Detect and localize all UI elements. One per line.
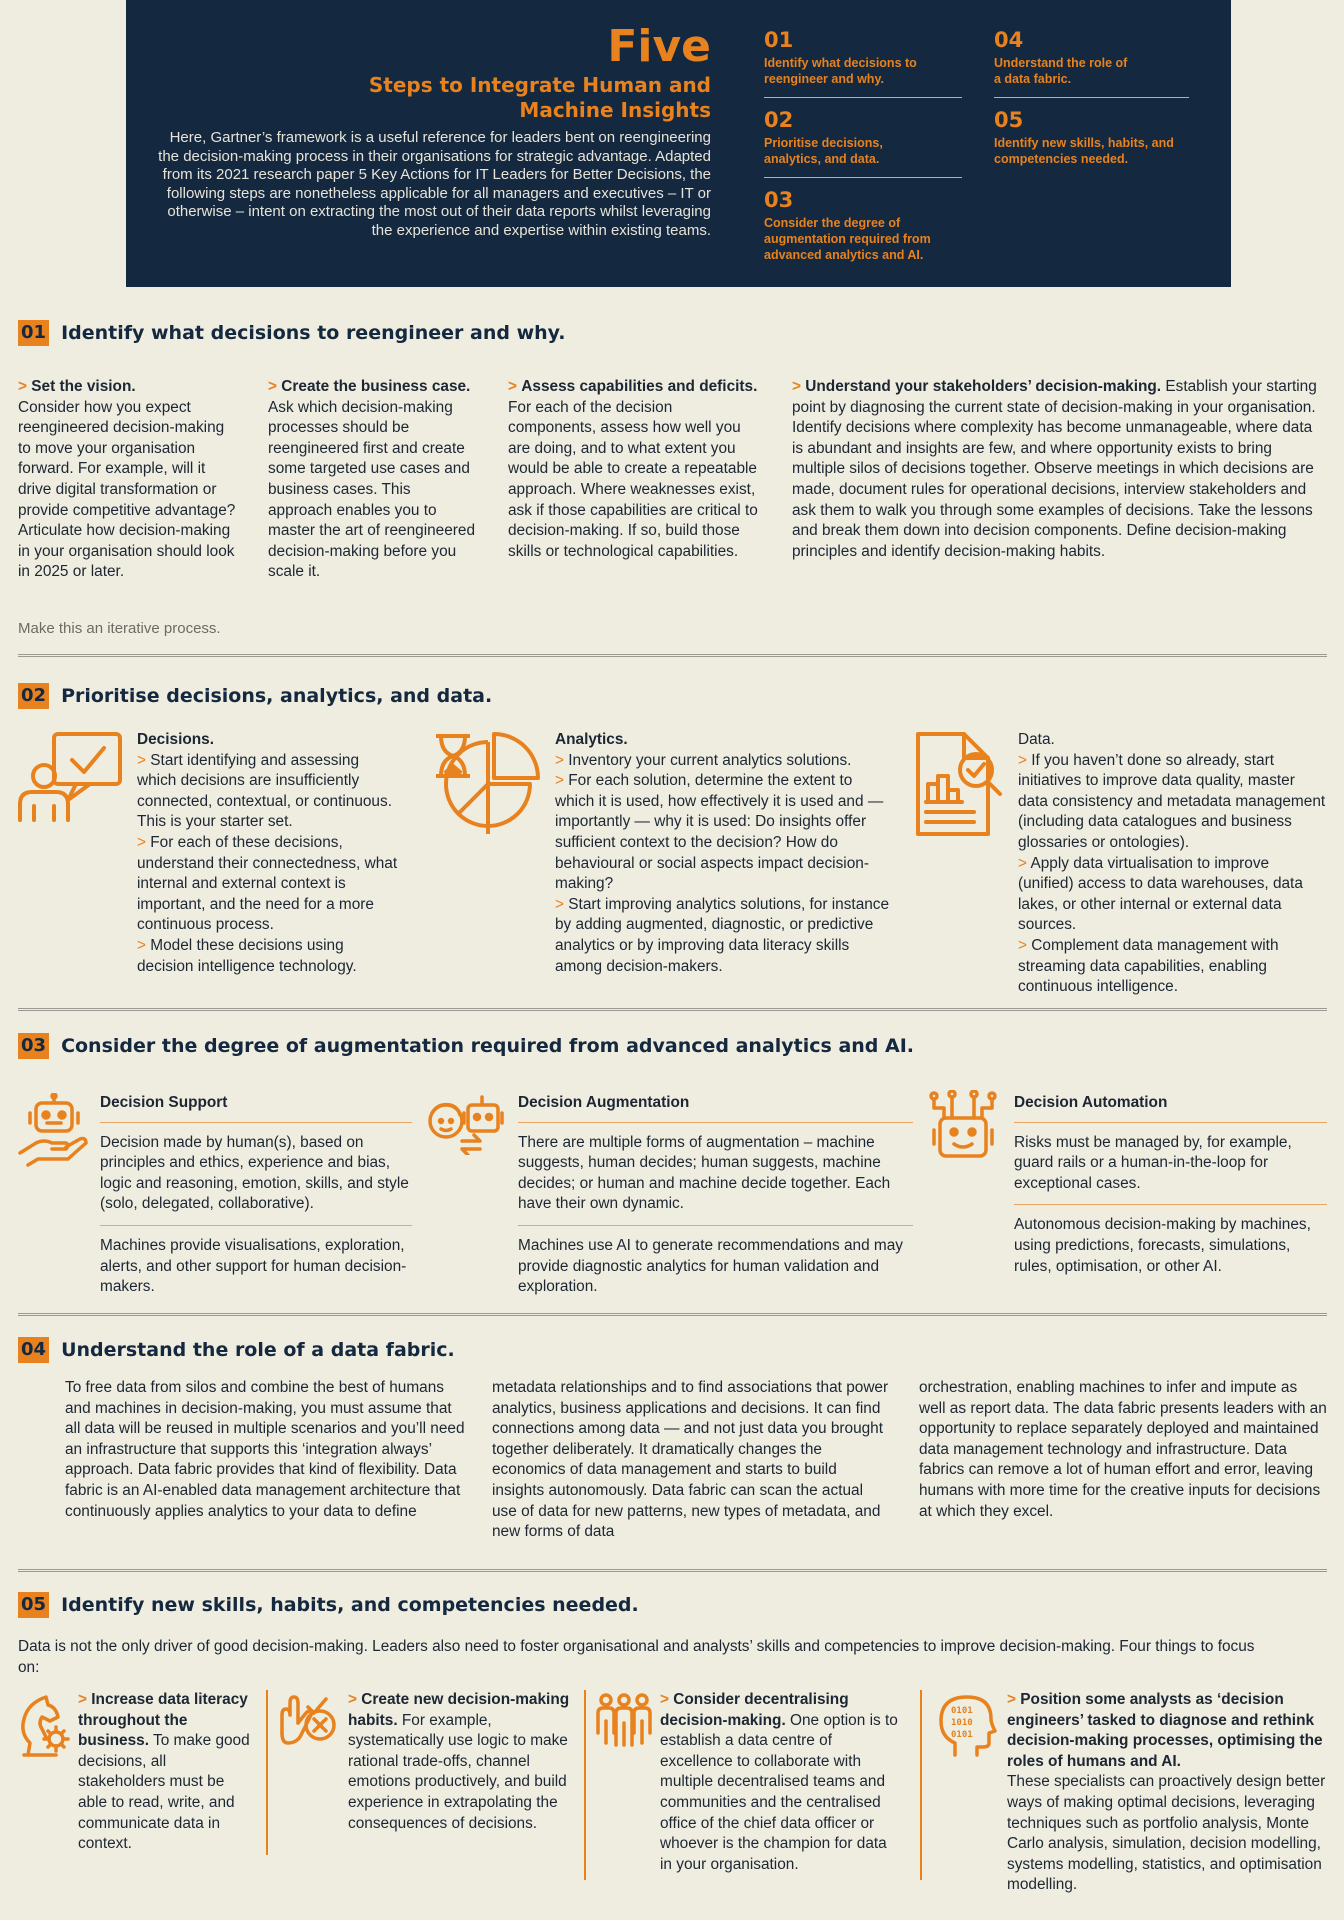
svg-text:1010: 1010 [951, 1718, 973, 1728]
s3-auto-head: Decision Automation [1014, 1093, 1327, 1123]
section-heading: Prioritise decisions, analytics, and data. [61, 685, 493, 707]
head-binary-icon [935, 1693, 997, 1759]
header-step-text: Consider the degree of augmentation required from advanced analytics and AI. [764, 216, 931, 262]
s2-analytics-bullet: Start improving analytics solutions, for instance by adding augmented, diagnostic, or predictive analytics or by improving data literacy skills among decision-makers. [555, 895, 890, 975]
document-chart-magnifier-icon [914, 730, 1004, 840]
s1-set-vision-head: Set the vision. [31, 378, 136, 395]
divider [518, 1225, 913, 1226]
s1-business-case-body: Ask which decision-making processes should be reengineered first and create some targeted use cases and business cases. This approach enables you to master the art of reengineered decision-making before you scale it. [268, 398, 476, 581]
s1-assess-head: Assess capabilities and deficits. [521, 378, 758, 395]
s3-decision-augmentation [518, 1093, 913, 1298]
header-step-text: Identify new skills, habits, and competencies needed. [994, 136, 1174, 166]
section-number-badge: 03 [18, 1033, 49, 1059]
hourglass-pie-chart-icon [432, 730, 547, 840]
robot-hand-icon [18, 1093, 90, 1169]
person-checkmark-chat-icon [16, 730, 126, 825]
header-step-text: Identify what decisions to reengineer and why. [764, 56, 917, 86]
header-step-04 [994, 28, 1189, 98]
column-separator [920, 1690, 922, 1880]
s2-data-bullet: If you haven’t done so already, start initiatives to improve data quality, master data consistency and metadata management (including data catalogues and business glossaries or ontologies). [1018, 751, 1326, 851]
s5-data-literacy: > Increase data literacy throughout the business. To make good decisions, all stakeholders must be able to read, write, and communicate data in context. [78, 1691, 250, 1853]
s1-stakeholders-body: Establish your starting point by diagnosing the current state of decision-making in your organisation. Identify decisions where complexity has become unmanageable, where data is abundant and insights are few, and where opportunity exists to bring multiple silos of decisions together. Observe meetings in which decisions are made, document rules for operational decisions, interview stakeholders and ask them to walk you through some examples of decisions. Take the lessons and break them down into decision components. Define decision-making principles and identify decision-making habits. [792, 378, 1317, 560]
s2-analytics-bullet: Inventory your current analytics solutions. [568, 751, 852, 769]
human-robot-icon [424, 1093, 508, 1155]
divider [100, 1225, 412, 1226]
section-heading: Identify new skills, habits, and competencies needed. [61, 1594, 639, 1616]
s5-c2-body: For example, systematically use logic to make rational trade-offs, channel emotions productively, and build experience in extrapolating the consequences of decisions. [348, 1711, 568, 1832]
s2-data: Data. > If you haven’t done so already, start initiatives to improve data quality, master data consistency and metadata management (including data catalogues and business glossaries or ontologies). > Apply data virtualisation to improve (unified) access to data warehouses, data lakes, or other internal or external data sources. > Complement data management with streaming data capabilities, enabling continuous intelligence. [1018, 731, 1326, 996]
s2-data-bullet: Complement data management with streaming data capabilities, enabling continuous intelligence. [1018, 936, 1279, 996]
hand-checklist-icon [278, 1693, 338, 1749]
header-step-num: 05 [994, 108, 1024, 132]
section-heading: Identify what decisions to reengineer and why. [61, 322, 566, 344]
section-number-badge: 02 [18, 683, 49, 709]
header-intro-text: Here, Gartner’s framework is a useful reference for leaders bent on reengineering the decision-making process in their organisations for strategic advantage. Adapted from its 2021 research paper 5 Key Actions for IT Leaders for Better Decisions, the following steps are nonetheless applicable for all managers and executives – IT or otherwise – intent on extracting the most out of their data reports whilst leveraging the experience and expertise within existing teams. [158, 129, 711, 239]
header-step-03 [764, 188, 962, 273]
s2-decisions-head: Decisions. [137, 731, 214, 748]
s3-support-p2: Machines provide visualisations, exploration, alerts, and other support for human decision-makers. [100, 1236, 407, 1296]
s1-set-vision: > Set the vision. Consider how you expect reengineered decision-making to move your organisation forward. For example, will it drive digital transformation or provide competitive advantage? Articulate how decision-making in your organisation should look in 2025 or later. [18, 378, 236, 581]
s2-decisions-bullet: Start identifying and assessing which decisions are insufficiently connected, contextual, or continuous. This is your starter set. [137, 751, 392, 831]
team-people-icon [596, 1693, 652, 1749]
s5-decision-engineers: > Position some analysts as ‘decision engineers’ tasked to diagnose and rethink decision-making processes, optimising the roles of humans and AI. These specialists can proactively design better ways of making optimal decisions, leveraging techniques such as portfolio analysis, Monte Carlo analysis, simulation, decision modelling, systems modelling, statistics, and optimisation modelling. [1007, 1691, 1326, 1894]
s1-stakeholders-head: Understand your stakeholders’ decision-making. [805, 378, 1162, 395]
divider [18, 1569, 1327, 1572]
s3-support-p1: Decision made by human(s), based on principles and ethics, experience and bias, logic and reasoning, emotion, skills, and style (solo, delegated, collaborative). [100, 1133, 409, 1213]
s5-c1-head: Increase data literacy throughout the business. [78, 1691, 248, 1750]
s5-c4-head: Position some analysts as ‘decision engineers’ tasked to diagnose and rethink decision-making processes, optimising the roles of humans and AI. [1007, 1691, 1323, 1770]
column-separator [266, 1690, 268, 1855]
s5-intro: Data is not the only driver of good decision-making. Leaders also need to foster organisational and analysts’ skills and competencies to improve decision-making. Four things to focus on: [18, 1638, 1255, 1676]
section-04-title [18, 1337, 455, 1363]
header-step-01 [764, 28, 962, 98]
s4-col-3: orchestration, enabling machines to infer and impute as well as report data. The data fabric presents leaders with an opportunity to replace separately deployed and maintained data management technology and infrastructure. Data fabrics can remove a lot of human effort and error, leaving humans with more time for the creative inputs for decisions at which they excel. [919, 1379, 1327, 1520]
header-step-num: 02 [764, 108, 794, 132]
header-intro-block [126, 22, 711, 240]
header-step-text: Prioritise decisions, analytics, and data. [764, 136, 883, 166]
s1-assess-body: For each of the decision components, assess how well you are doing, and to what extent you would be able to create a repeatable approach. Where weaknesses exist, ask if those capabilities are critical to decision-making. If so, build those skills or technological capabilities. [508, 398, 758, 560]
s4-col-1: To free data from silos and combine the best of humans and machines in decision-making, you must assume that all data will be reused in multiple scenarios and you’ll need an infrastructure that supports this ‘integration always’ approach. Data fabric provides that kind of flexibility. Data fabric is an AI-enabled data management architecture that continuously applies analytics to your data to define [65, 1379, 465, 1520]
s5-c3-head: Consider decentralising decision-making. [660, 1691, 849, 1729]
section-01-title [18, 320, 566, 346]
divider [18, 1008, 1327, 1011]
section-number-badge: 05 [18, 1592, 49, 1618]
header-step-02 [764, 108, 962, 178]
s2-data-head: Data. [1018, 731, 1055, 748]
header-five: Five [607, 21, 711, 72]
svg-text:0101: 0101 [951, 1730, 973, 1740]
s2-analytics-bullet: For each solution, determine the extent to which it is used, how effectively it is used and — importantly — why it is used: Do insights offer sufficient context to the decision? How do behavioural or social aspects impact decision-making? [555, 772, 884, 893]
s2-data-bullet: Apply data virtualisation to improve (unified) access to data warehouses, data lakes, or other internal or external data sources. [1018, 854, 1303, 934]
s1-business-case: > Create the business case. Ask which decision-making processes should be reengineered first and create some targeted use cases and business cases. This approach enables you to master the art of reengineered decision-making before you scale it. [268, 378, 476, 581]
s2-decisions-bullet: Model these decisions using decision intelligence technology. [137, 936, 357, 975]
s1-set-vision-body: Consider how you expect reengineered decision-making to move your organisation forward. For example, will it drive digital transformation or provide competitive advantage? Articulate how decision-making in your organisation should look in 2025 or later. [18, 398, 236, 581]
header-step-05 [994, 108, 1189, 177]
s2-analytics: Analytics. > Inventory your current analytics solutions. > For each solution, determine the extent to which it is used, how effectively it is used and — importantly — why it is used: Do insights offer sufficient context to the decision? How do behavioural or social aspects impact decision-making? > Start improving analytics solutions, for instance by adding augmented, diagnostic, or predictive analytics or by improving data literacy skills among decision-makers. [555, 731, 890, 975]
divider [1014, 1204, 1327, 1205]
s3-aug-head: Decision Augmentation [518, 1093, 913, 1123]
s5-c4-body: These specialists can proactively design better ways of making optimal decisions, leveraging techniques such as portfolio analysis, Monte Carlo analysis, simulation, decision modelling, systems modelling, statistics, and optimisation modelling. [1007, 1773, 1326, 1894]
s1-stakeholders: > Understand your stakeholders’ decision-making. Establish your starting point by diagnosing the current state of decision-making in your organisation. Identify decisions where complexity has become unmanageable, where data is abundant and insights are few, and where opportunity exists to bring multiple silos of decisions together. Observe meetings in which decisions are made, document rules for operational decisions, interview stakeholders and ask them to walk you through some examples of decisions. Take the lessons and break them down into decision components. Define decision-making principles and identify decision-making habits. [792, 378, 1317, 560]
s5-c1-body: To make good decisions, all stakeholders must be able to read, write, and communicate data in context. [78, 1732, 250, 1853]
s3-auto-p1: Risks must be managed by, for example, guard rails or a human-in-the-loop for exceptional cases. [1014, 1133, 1292, 1192]
s1-note: Make this an iterative process. [18, 620, 221, 637]
s2-decisions-bullet: For each of these decisions, understand their connectedness, what internal and external context is important, and the need for a more continuous process. [137, 833, 398, 934]
section-number-badge: 01 [18, 320, 49, 346]
section-05-title [18, 1592, 639, 1618]
divider [18, 1313, 1327, 1316]
svg-text:0101: 0101 [951, 1706, 973, 1716]
header-banner [126, 0, 1231, 287]
chess-knight-gear-icon [16, 1693, 72, 1759]
header-step-num: 04 [994, 28, 1024, 52]
column-separator [584, 1690, 586, 1880]
s3-aug-p2: Machines use AI to generate recommendations and may provide diagnostic analytics for human validation and exploration. [518, 1236, 903, 1296]
section-number-badge: 04 [18, 1337, 49, 1363]
header-step-num: 01 [764, 28, 794, 52]
s3-aug-p1: There are multiple forms of augmentation – machine suggests, human decides; human suggests, machine decides; or human and machine decide together. Each have their own dynamic. [518, 1133, 891, 1213]
s5-decentralising: > Consider decentralising decision-making. One option is to establish a data centre of excellence to collaborate with multiple decentralised teams and communities and the centralised office of the chief data officer or whoever is the champion for data in your organisation. [660, 1691, 898, 1873]
header-steps-col-2 [994, 28, 1189, 187]
s5-decision-habits: > Create new decision-making habits. For example, systematically use logic to make rational trade-offs, channel emotions productively, and build experience in extrapolating the consequences of decisions. [348, 1691, 570, 1832]
s5-c3-body: One option is to establish a data centre of excellence to collaborate with multiple decentralised teams and communities and the centralised office of the chief data officer or whoever is the champion for data in your organisation. [660, 1711, 898, 1873]
section-heading: Consider the degree of augmentation required from advanced analytics and AI. [61, 1035, 915, 1057]
header-step-text: Understand the role of a data fabric. [994, 56, 1128, 86]
s3-decision-support [100, 1093, 412, 1298]
s1-business-case-head: Create the business case. [281, 378, 471, 395]
s4-col-2: metadata relationships and to find associations that power analytics, business applications and decisions. It can find connections among data — and not just data you brought together deliberately. It dramatically changes the economics of data management and starts to build insights autonomously. Data fabric can scan the actual use of data for new patterns, new types of metadata, and new forms of data [492, 1379, 889, 1541]
s2-decisions: Decisions. > Start identifying and assessing which decisions are insufficiently connected, contextual, or continuous. This is your starter set. > For each of these decisions, understand their connectedness, what internal and external context is important, and the need for a more continuous process. > Model these decisions using decision intelligence technology. [137, 731, 398, 975]
s2-analytics-head: Analytics. [555, 731, 628, 748]
s1-assess-capabilities: > Assess capabilities and deficits. For each of the decision components, assess how well you are doing, and to what extent you would be able to create a repeatable approach. Where weaknesses exist, ask if those capabilities are critical to decision-making. If so, build those skills or technological capabilities. [508, 378, 758, 560]
robot-circuit-icon [928, 1090, 998, 1162]
header-subtitle: Steps to Integrate Human and Machine Insights [368, 73, 711, 122]
s3-auto-p2: Autonomous decision-making by machines, using predictions, forecasts, simulations, rules, optimisation, or other AI. [1014, 1216, 1311, 1275]
s5-c2-head: Create new decision-making habits. [348, 1691, 570, 1729]
divider [18, 654, 1327, 657]
s3-support-head: Decision Support [100, 1093, 412, 1123]
section-02-title [18, 683, 492, 709]
header-steps-col-1 [764, 28, 962, 283]
header-step-num: 03 [764, 188, 794, 212]
section-03-title [18, 1033, 914, 1059]
section-heading: Understand the role of a data fabric. [61, 1339, 455, 1361]
s3-decision-automation [1014, 1093, 1327, 1277]
